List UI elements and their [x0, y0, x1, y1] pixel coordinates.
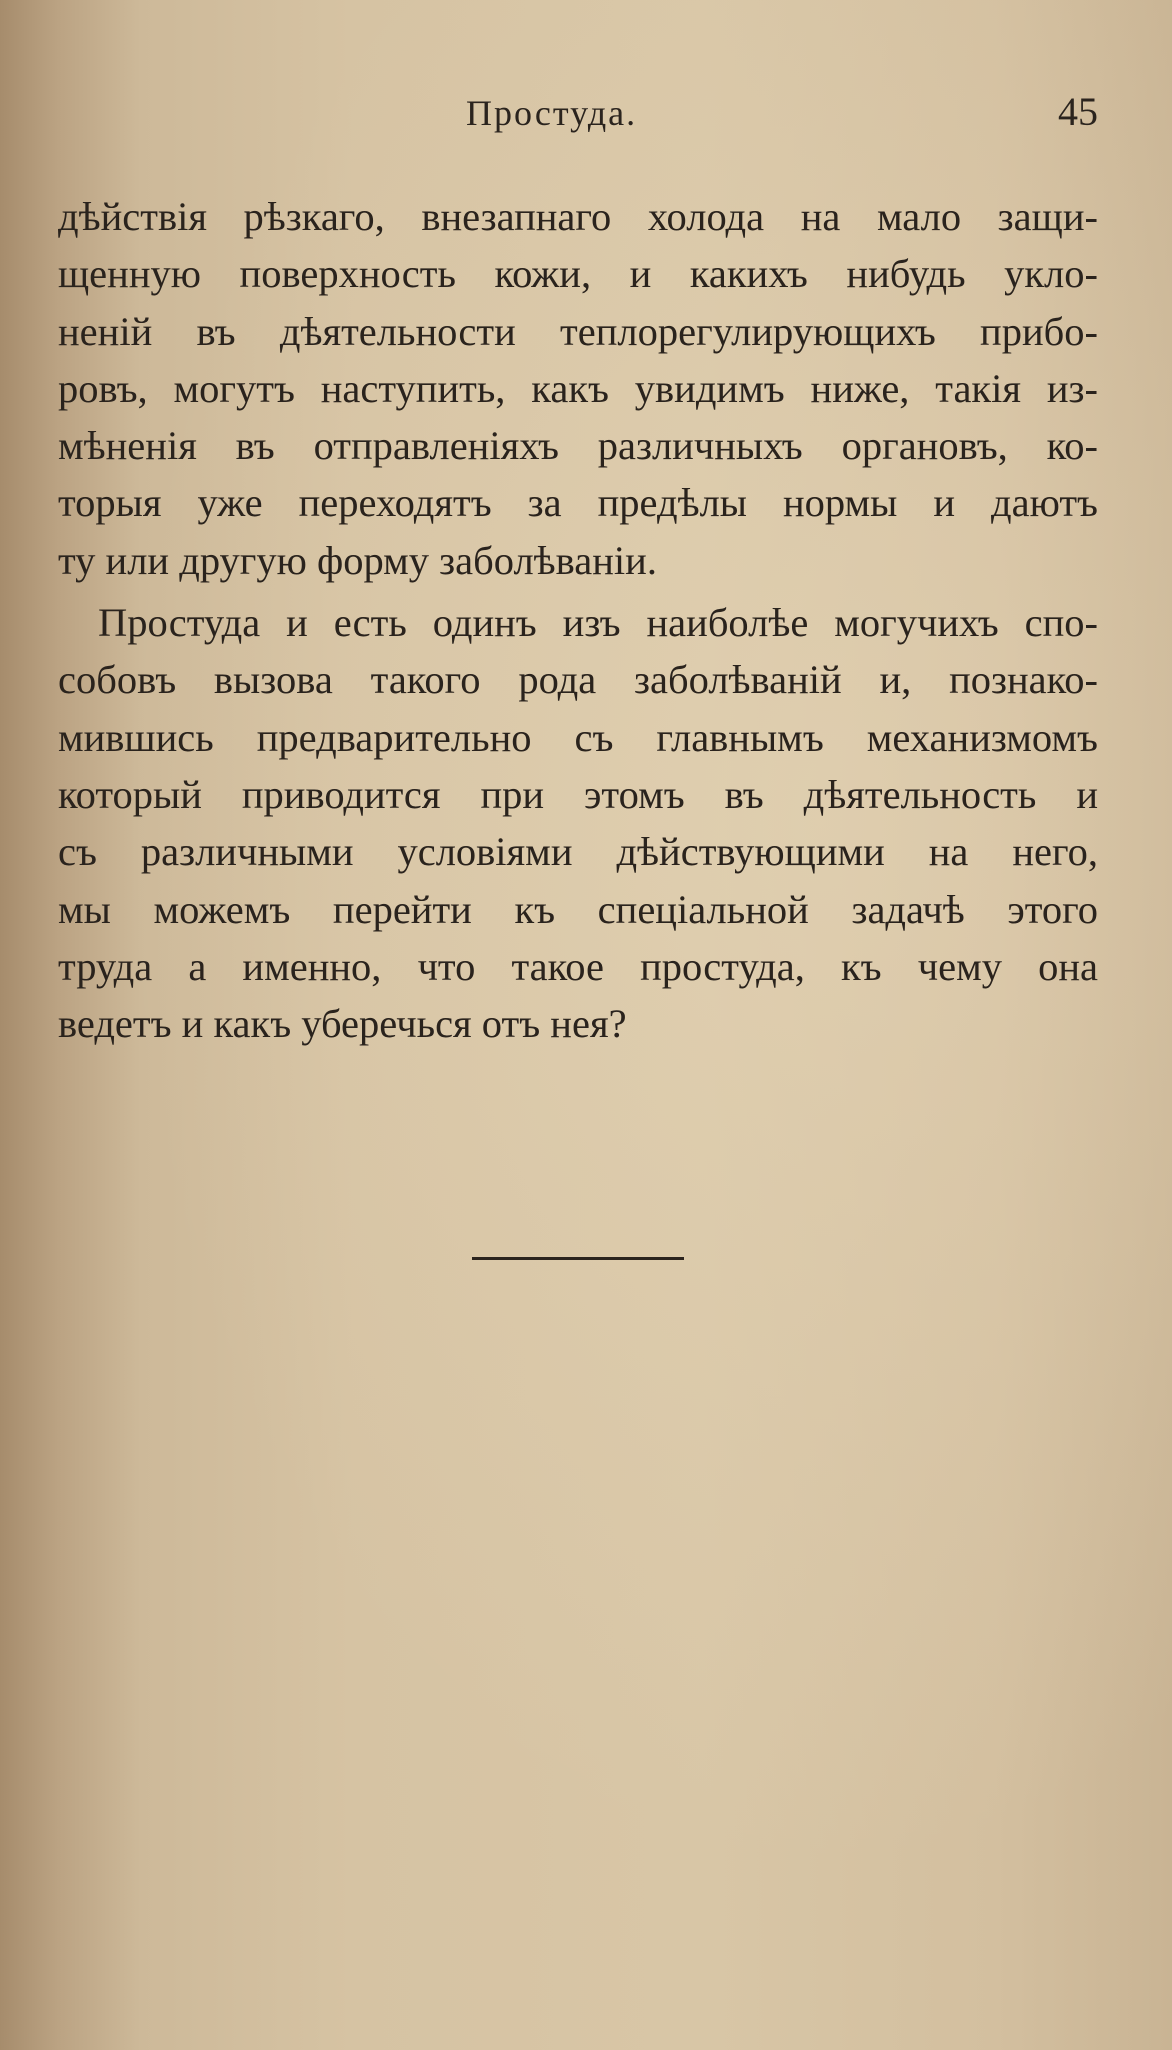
text-line: собовъ вызова такого рода заболѣваній и, познако-: [58, 657, 1098, 703]
text-line: труда а именно, что такое простуда, къ чему она: [58, 943, 1098, 989]
text-line: неній въ дѣятельности теплорегулирующихъ прибо-: [58, 308, 1098, 354]
body-text: [58, 188, 1098, 1052]
text-line: ту или другую форму заболѣваніи.: [58, 537, 657, 583]
text-line: мѣненія въ отправленіяхъ различныхъ органовъ, ко-: [58, 423, 1098, 469]
text-line: Простуда и есть одинъ изъ наиболѣе могучихъ спо-: [98, 600, 1098, 646]
text-line: торыя уже переходятъ за предѣлы нормы и даютъ: [58, 480, 1098, 526]
text-line: который приводится при этомъ въ дѣятельность и: [58, 771, 1098, 817]
text-line: мившись предварительно съ главнымъ механизмомъ: [58, 714, 1098, 760]
text-line: ровъ, могутъ наступить, какъ увидимъ ниже, такія из-: [58, 365, 1098, 411]
section-end-rule: [472, 1257, 684, 1260]
paragraph-2: [58, 594, 1098, 1052]
running-head: [0, 89, 1172, 142]
paragraph-1: [58, 188, 1098, 589]
text-line: дѣйствія рѣзкаго, внезапнаго холода на мало защи-: [58, 194, 1098, 239]
running-head-title: Простуда.: [466, 93, 638, 133]
page-number: 45: [1058, 89, 1098, 134]
text-line: щенную поверхность кожи, и какихъ нибудь укло-: [58, 251, 1098, 297]
text-line: съ различными условіями дѣйствующими на него,: [58, 829, 1098, 875]
text-line: ведетъ и какъ уберечься отъ нея?: [58, 1001, 627, 1047]
text-line: мы можемъ перейти къ спеціальной задачѣ этого: [58, 886, 1098, 932]
